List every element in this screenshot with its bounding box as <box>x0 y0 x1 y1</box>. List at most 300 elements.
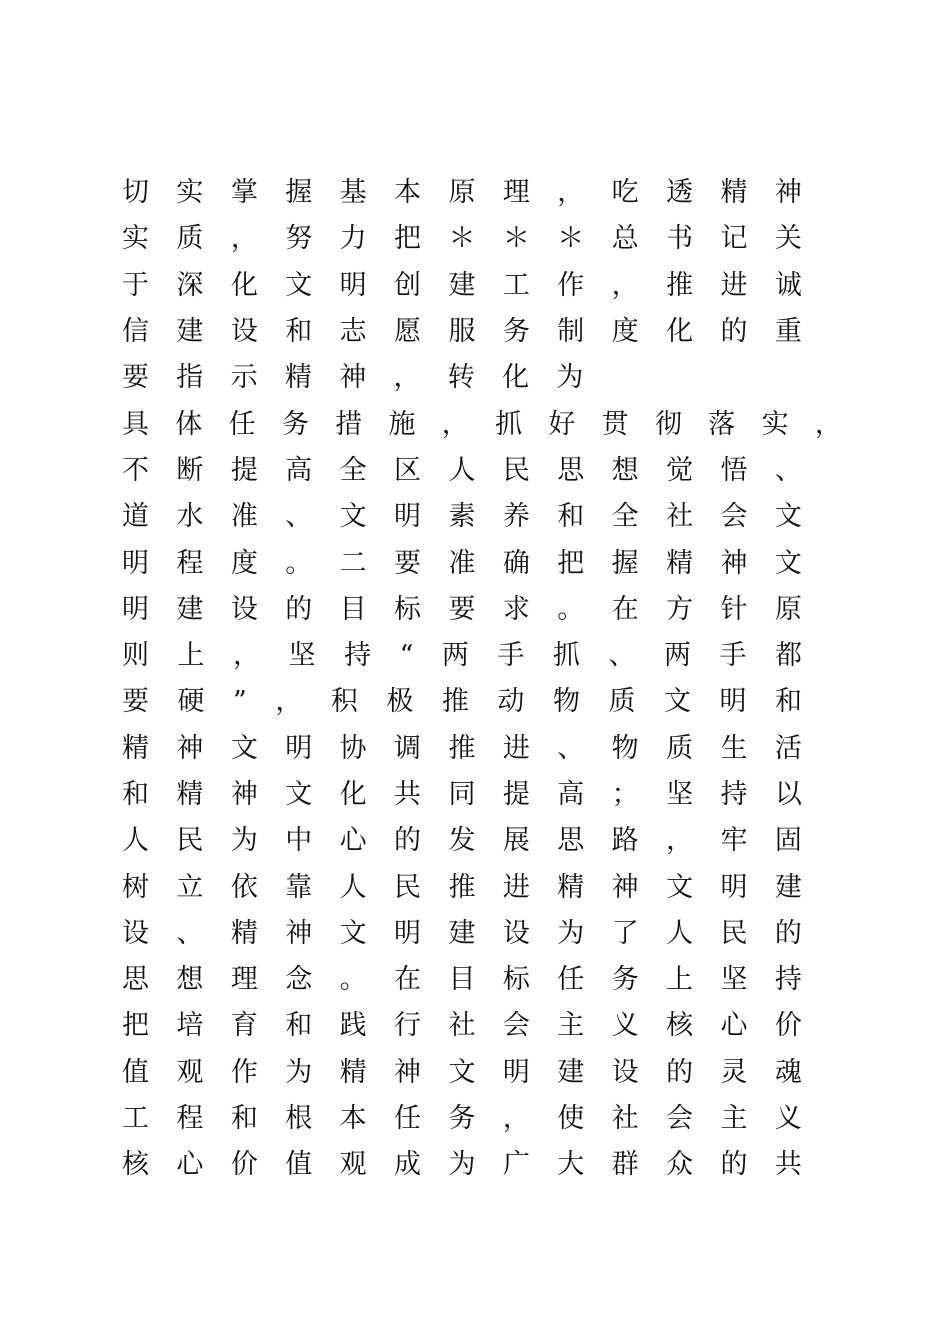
text-char: 推 <box>666 269 694 301</box>
text-char: 民 <box>176 825 204 857</box>
text-char: 文 <box>448 1056 476 1088</box>
text-char: 路 <box>611 825 639 857</box>
text-char: 化 <box>339 779 367 810</box>
text-char: 质 <box>608 686 636 718</box>
text-char: 为 <box>230 825 258 857</box>
text-char: 以 <box>774 779 802 810</box>
text-char: 念 <box>285 964 313 996</box>
text-char: 理 <box>230 964 258 996</box>
text-char: 则 <box>122 640 149 672</box>
text-char: 水 <box>176 501 204 533</box>
text-char: 断 <box>176 454 204 486</box>
text-char: 标 <box>394 593 422 625</box>
text-char: 程 <box>176 1103 204 1135</box>
text-char: 建 <box>176 316 204 348</box>
text-char: 于 <box>122 269 149 301</box>
text-char: 民 <box>720 917 748 949</box>
text-char: 和 <box>122 779 149 810</box>
text-char: 文 <box>285 269 313 301</box>
text-char: 作 <box>230 1056 258 1088</box>
text-char: 明 <box>285 732 313 764</box>
text-char: 设 <box>122 917 149 949</box>
text-char: 二 <box>339 547 367 579</box>
text-char: 创 <box>394 269 422 301</box>
text-char: 心 <box>176 1149 204 1181</box>
text-char: 立 <box>176 871 204 903</box>
text-char: ， <box>230 223 258 255</box>
text-char: 都 <box>775 640 802 672</box>
text-char: 落 <box>708 408 736 440</box>
text-char: 和 <box>775 686 802 718</box>
text-char: 方 <box>666 593 694 625</box>
text-char: 进 <box>502 732 530 764</box>
text-line <box>122 726 802 772</box>
text-char: 靠 <box>285 871 313 903</box>
text-char: 明 <box>720 871 748 903</box>
text-char: 把 <box>394 223 422 255</box>
text-char: 基 <box>339 177 367 209</box>
text-char: ， <box>611 269 639 301</box>
text-char: 服 <box>448 316 476 348</box>
text-char: 、 <box>608 640 636 672</box>
text-char: 观 <box>176 1056 204 1088</box>
text-char: 设 <box>611 1056 639 1088</box>
text-line <box>122 1096 802 1142</box>
text-char: 转 <box>447 362 475 394</box>
text-char: 社 <box>448 1010 476 1042</box>
text-line <box>122 355 842 401</box>
text-char: 精 <box>557 871 585 903</box>
text-char: 度 <box>230 547 258 579</box>
text-char: 实 <box>122 223 149 255</box>
text-char: 在 <box>394 964 422 996</box>
text-char: 、 <box>285 501 313 533</box>
text-char: 协 <box>339 732 367 764</box>
text-char: 努 <box>285 223 313 255</box>
text-char: 神 <box>176 732 204 764</box>
text-char: 示 <box>230 362 258 394</box>
text-char: 本 <box>394 177 422 209</box>
text-char: 人 <box>339 871 367 903</box>
text-char: 牢 <box>720 825 748 857</box>
text-char: 重 <box>774 316 802 348</box>
text-line <box>122 679 802 725</box>
text-char: 原 <box>448 177 476 209</box>
text-char: 民 <box>394 871 422 903</box>
text-char: 准 <box>448 547 476 579</box>
text-char: 吃 <box>611 177 639 209</box>
text-char: 精 <box>122 732 149 764</box>
text-char: 值 <box>122 1056 149 1088</box>
text-char: 大 <box>557 1149 585 1181</box>
text-char: “ <box>399 640 414 672</box>
text-char: 在 <box>611 593 639 625</box>
text-char: 精 <box>230 917 258 949</box>
text-char: 设 <box>230 316 258 348</box>
text-char: 人 <box>666 917 694 949</box>
text-char: 硬 <box>177 686 205 718</box>
text-char: 文 <box>230 732 258 764</box>
text-char: 人 <box>122 825 149 857</box>
text-char: 任 <box>228 408 256 440</box>
text-char: 和 <box>285 316 313 348</box>
text-char: 信 <box>122 316 149 348</box>
text-char: ， <box>666 825 694 857</box>
text-char: 化 <box>666 316 694 348</box>
text-char: 众 <box>666 1149 694 1181</box>
text-char: 设 <box>230 593 258 625</box>
text-char: 成 <box>394 1149 422 1181</box>
text-char: ； <box>611 779 639 810</box>
text-char: 神 <box>339 362 367 394</box>
text-char: 魂 <box>774 1056 802 1088</box>
text-char: 进 <box>502 871 530 903</box>
text-char: 把 <box>557 547 585 579</box>
text-char: 标 <box>502 964 530 996</box>
text-char: 建 <box>557 1056 585 1088</box>
text-char: 措 <box>335 408 363 440</box>
text-char: 原 <box>774 593 802 625</box>
text-char: ， <box>441 408 469 440</box>
text-char: 两 <box>441 640 469 672</box>
text-char: 目 <box>339 593 367 625</box>
text-char: 灵 <box>720 1056 748 1088</box>
text-char: 、 <box>176 917 204 949</box>
text-char: 义 <box>774 1103 802 1135</box>
text-char: 本 <box>339 1103 367 1135</box>
text-line <box>122 170 802 216</box>
text-char: 物 <box>552 686 580 718</box>
text-char: 理 <box>502 177 530 209</box>
text-char: 践 <box>339 1010 367 1042</box>
text-char: 主 <box>557 1010 585 1042</box>
text-line <box>122 216 802 262</box>
text-char: 主 <box>720 1103 748 1135</box>
text-line <box>122 1142 802 1188</box>
text-char: 依 <box>230 871 258 903</box>
text-char: 想 <box>611 454 639 486</box>
text-char: 文 <box>339 501 367 533</box>
text-line <box>122 587 802 633</box>
text-char: 作 <box>557 269 585 301</box>
text-char: 调 <box>394 732 422 764</box>
text-char: 社 <box>666 501 694 533</box>
text-char: 了 <box>611 917 639 949</box>
text-char: 培 <box>176 1010 204 1042</box>
text-char: 明 <box>394 917 422 949</box>
text-char: 群 <box>611 1149 639 1181</box>
text-char: 物 <box>611 732 639 764</box>
text-char: 化 <box>230 269 258 301</box>
text-char: 总 <box>611 223 639 255</box>
text-char: 活 <box>774 732 802 764</box>
text-char: 心 <box>339 825 367 857</box>
text-char: 神 <box>720 547 748 579</box>
text-char: 觉 <box>666 454 694 486</box>
text-char: 建 <box>176 593 204 625</box>
text-char: 针 <box>720 593 748 625</box>
text-char: 施 <box>388 408 416 440</box>
text-char: 发 <box>448 825 476 857</box>
text-char: 建 <box>448 269 476 301</box>
text-char: 工 <box>122 1103 149 1135</box>
text-char: ” <box>233 686 247 718</box>
text-char: 两 <box>663 640 691 672</box>
text-char: 进 <box>720 269 748 301</box>
text-char: 要 <box>394 547 422 579</box>
text-char: 记 <box>720 223 748 255</box>
text-char: 坚 <box>288 640 316 672</box>
text-char: 明 <box>719 686 747 718</box>
text-line <box>122 494 802 540</box>
text-char: 务 <box>448 1103 476 1135</box>
text-char: 神 <box>394 1056 422 1088</box>
text-char: 力 <box>339 223 367 255</box>
text-line <box>122 772 802 818</box>
text-char: 。 <box>285 547 313 579</box>
text-char: 度 <box>611 316 639 348</box>
text-char: 极 <box>386 686 414 718</box>
text-line <box>122 1003 802 1049</box>
text-char: 握 <box>611 547 639 579</box>
text-char: 育 <box>230 1010 258 1042</box>
text-char: 具 <box>122 408 149 440</box>
text-char: ＊ <box>557 223 585 255</box>
text-char: 价 <box>774 1010 802 1042</box>
text-char: 会 <box>502 1010 530 1042</box>
text-char: 和 <box>285 1010 313 1042</box>
text-char: 文 <box>774 547 802 579</box>
text-char: 为 <box>448 1149 476 1181</box>
text-char: 文 <box>663 686 691 718</box>
text-line <box>122 818 802 864</box>
text-char: 提 <box>230 454 258 486</box>
text-char: 为 <box>285 1056 313 1088</box>
text-char: 积 <box>330 686 358 718</box>
text-char: 推 <box>441 686 469 718</box>
text-char: 好 <box>548 408 576 440</box>
text-char: 要 <box>122 686 149 718</box>
text-char: 志 <box>339 316 367 348</box>
text-line <box>122 957 802 1003</box>
text-char: 指 <box>176 362 204 394</box>
text-char: 核 <box>122 1149 149 1181</box>
text-char: 手 <box>497 640 525 672</box>
text-char: 任 <box>557 964 585 996</box>
text-char: 民 <box>502 454 530 486</box>
text-char: 值 <box>285 1149 313 1181</box>
text-char: 目 <box>448 964 476 996</box>
text-char: 想 <box>176 964 204 996</box>
text-char: 持 <box>344 640 372 672</box>
text-char: 高 <box>285 454 313 486</box>
text-char: 务 <box>611 964 639 996</box>
text-char: 明 <box>394 501 422 533</box>
text-char: 愿 <box>394 316 422 348</box>
text-char: ， <box>557 177 585 209</box>
text-line <box>122 1050 802 1096</box>
text-char: 提 <box>502 779 530 810</box>
text-char: 持 <box>720 779 748 810</box>
text-char: 、 <box>557 732 585 764</box>
text-char: 的 <box>774 917 802 949</box>
text-char: 义 <box>611 1010 639 1042</box>
text-char: 文 <box>339 917 367 949</box>
text-char: 要 <box>122 362 149 394</box>
text-char: 高 <box>557 779 585 810</box>
text-char: 文 <box>774 501 802 533</box>
text-char: ， <box>814 408 842 440</box>
text-char: 精 <box>666 547 694 579</box>
text-char: 的 <box>285 593 313 625</box>
text-char: 诚 <box>774 269 802 301</box>
text-char: 、 <box>774 454 802 486</box>
text-char: 人 <box>448 454 476 486</box>
text-line <box>122 448 802 494</box>
text-char: 坚 <box>666 779 694 810</box>
text-char: ＊ <box>502 223 530 255</box>
text-char: ， <box>233 640 261 672</box>
text-char: 贯 <box>601 408 629 440</box>
text-char: 固 <box>774 825 802 857</box>
text-char: 同 <box>448 779 476 810</box>
text-char: 区 <box>394 454 422 486</box>
text-char: 设 <box>502 917 530 949</box>
text-char: 的 <box>720 1149 748 1181</box>
text-char: 把 <box>122 1010 149 1042</box>
text-char: 神 <box>774 177 802 209</box>
text-char: 准 <box>230 501 258 533</box>
text-char: 神 <box>230 779 258 810</box>
text-char: 不 <box>122 454 149 486</box>
text-char: 根 <box>285 1103 313 1135</box>
text-char: 行 <box>394 1010 422 1042</box>
text-char: 生 <box>720 732 748 764</box>
text-char: 上 <box>177 640 205 672</box>
text-line <box>122 633 802 679</box>
text-char: 共 <box>394 779 422 810</box>
text-char: 彻 <box>654 408 682 440</box>
text-char: 文 <box>285 779 313 810</box>
text-line <box>122 540 802 586</box>
text-char: 体 <box>175 408 203 440</box>
text-char: 化 <box>502 362 530 394</box>
body-text <box>122 170 842 1189</box>
text-char: 心 <box>720 1010 748 1042</box>
text-char: 神 <box>611 871 639 903</box>
text-char: 全 <box>339 454 367 486</box>
text-char: 要 <box>448 593 476 625</box>
text-char: 持 <box>774 964 802 996</box>
text-char: 精 <box>284 362 312 394</box>
text-char: 手 <box>719 640 747 672</box>
text-char: 求 <box>502 593 530 625</box>
text-char: 思 <box>557 454 585 486</box>
text-char: 精 <box>176 779 204 810</box>
text-char: 推 <box>448 871 476 903</box>
text-char: 神 <box>285 917 313 949</box>
text-line <box>122 864 802 910</box>
text-char: 全 <box>611 501 639 533</box>
text-char: ， <box>393 362 421 394</box>
text-char: 和 <box>557 501 585 533</box>
text-char: 和 <box>230 1103 258 1135</box>
text-char: 实 <box>176 177 204 209</box>
text-line <box>122 263 802 309</box>
text-char: 精 <box>339 1056 367 1088</box>
text-char: 悟 <box>720 454 748 486</box>
text-char: 书 <box>666 223 694 255</box>
text-char: 道 <box>122 501 149 533</box>
text-char: 动 <box>497 686 525 718</box>
text-char: 观 <box>339 1149 367 1181</box>
text-char: 程 <box>176 547 204 579</box>
text-char: 树 <box>122 871 149 903</box>
text-char: 广 <box>502 1149 530 1181</box>
text-char: 中 <box>285 825 313 857</box>
text-char: 素 <box>448 501 476 533</box>
text-char: 共 <box>774 1149 802 1181</box>
text-char: 思 <box>557 825 585 857</box>
text-char: 使 <box>557 1103 585 1135</box>
text-char: 上 <box>666 964 694 996</box>
text-char: 质 <box>666 732 694 764</box>
text-char: 深 <box>176 269 204 301</box>
text-char: 明 <box>339 269 367 301</box>
text-char: 确 <box>502 547 530 579</box>
text-char: 制 <box>557 316 585 348</box>
text-char: 掌 <box>230 177 258 209</box>
text-char: 社 <box>611 1103 639 1135</box>
text-char: 抓 <box>552 640 580 672</box>
text-char: 明 <box>502 1056 530 1088</box>
text-char: 质 <box>176 223 204 255</box>
text-char: 坚 <box>720 964 748 996</box>
text-char: 工 <box>502 269 530 301</box>
text-char: 切 <box>122 177 149 209</box>
text-char: 精 <box>720 177 748 209</box>
text-line <box>122 309 802 355</box>
text-char: 思 <box>122 964 149 996</box>
text-char: 抓 <box>495 408 523 440</box>
text-char: ， <box>502 1103 530 1135</box>
text-line <box>122 911 802 957</box>
text-char: 。 <box>339 964 367 996</box>
text-line <box>122 401 842 447</box>
text-char: 。 <box>557 593 585 625</box>
text-char: 明 <box>122 547 149 579</box>
text-char: 实 <box>761 408 789 440</box>
text-char: 明 <box>122 593 149 625</box>
text-char: 建 <box>774 871 802 903</box>
text-char: 会 <box>720 501 748 533</box>
text-char: 透 <box>666 177 694 209</box>
text-char: 文 <box>666 871 694 903</box>
text-char: 为 <box>557 917 585 949</box>
text-char: 关 <box>774 223 802 255</box>
text-char: 核 <box>666 1010 694 1042</box>
text-char: 建 <box>448 917 476 949</box>
text-char: 养 <box>502 501 530 533</box>
text-char: 展 <box>502 825 530 857</box>
text-char: 为 <box>556 362 584 394</box>
text-char: 推 <box>448 732 476 764</box>
text-char: 务 <box>502 316 530 348</box>
text-char: 握 <box>285 177 313 209</box>
text-char: 务 <box>281 408 309 440</box>
text-char: 任 <box>394 1103 422 1135</box>
text-char: 价 <box>230 1149 258 1181</box>
